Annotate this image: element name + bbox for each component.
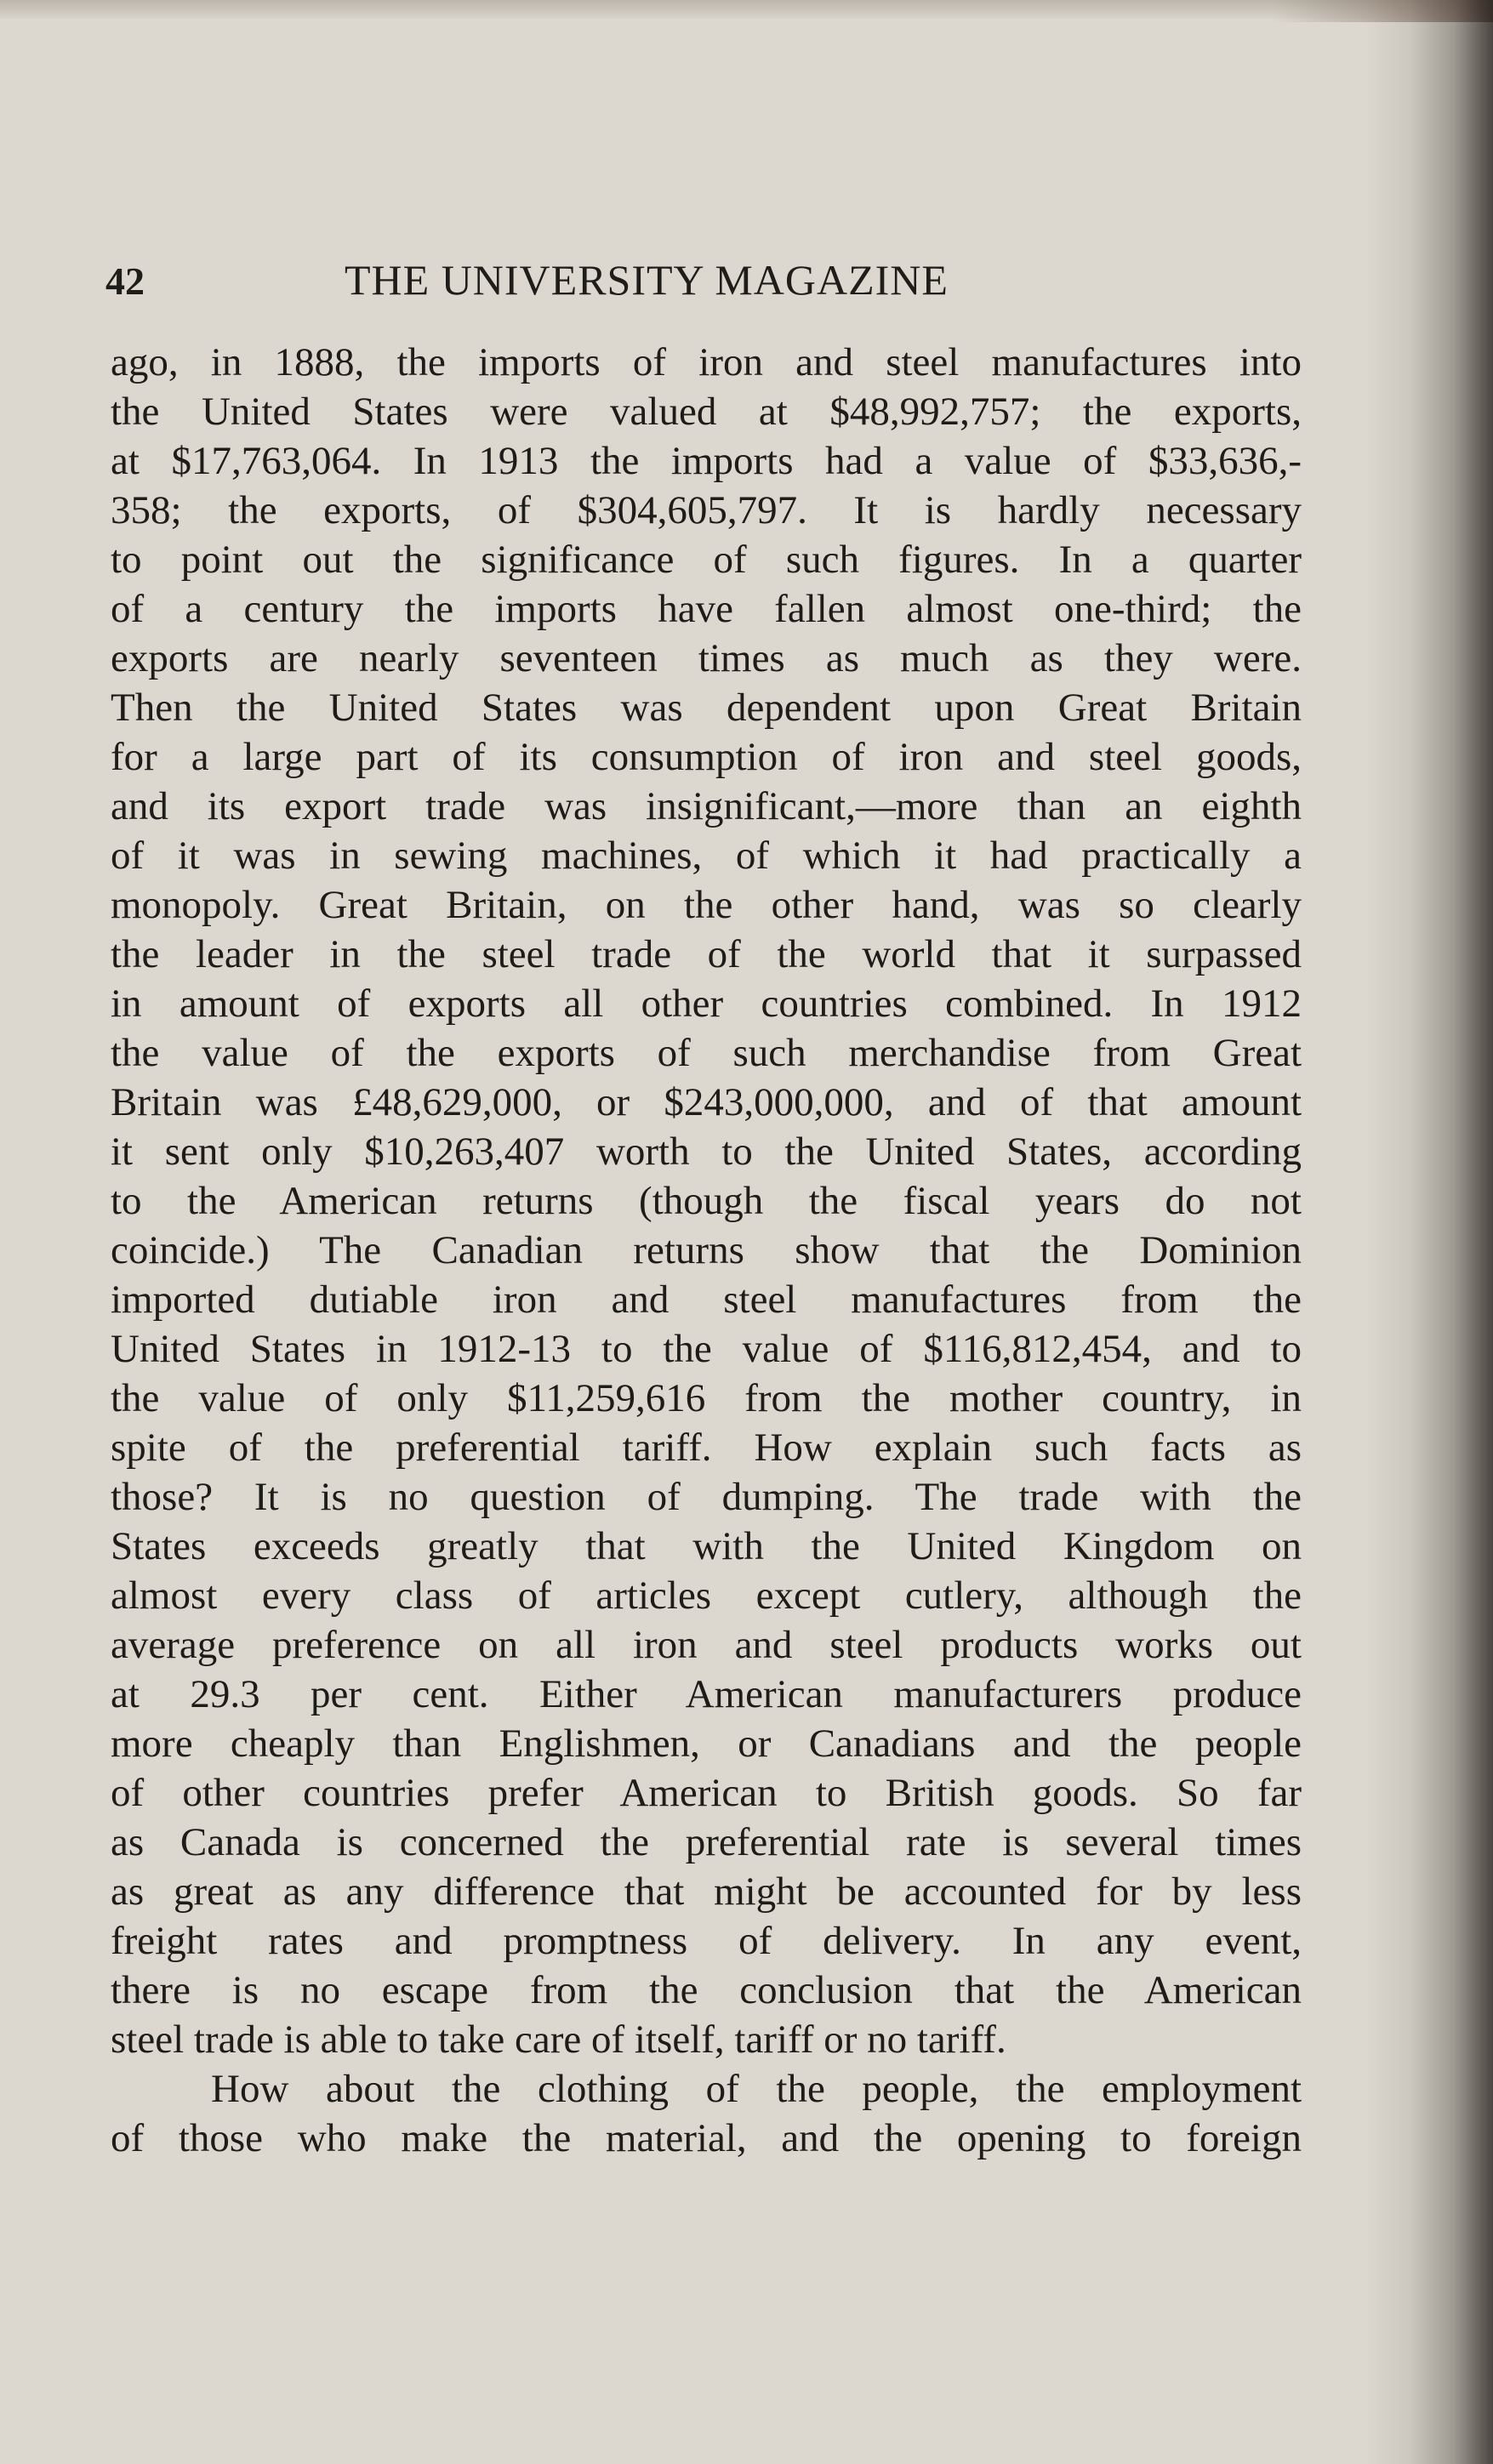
text-line: at $17,763,064. In 1913 the imports had a value of $33,636,- — [111, 439, 1302, 483]
text-line: more cheaply than Englishmen, or Canadians and the people — [111, 1721, 1302, 1766]
text-line: ago, in 1888, the imports of iron and steel manufactures into — [111, 340, 1302, 384]
text-line: exports are nearly seventeen times as much as they were. — [111, 636, 1302, 680]
body-text — [111, 338, 1302, 2163]
text-line: it sent only $10,263,407 worth to the United States, according — [111, 1130, 1302, 1174]
text-line: the United States were valued at $48,992,757; the exports, — [111, 390, 1302, 434]
text-line: the leader in the steel trade of the world that it surpassed — [111, 932, 1302, 976]
text-line: imported dutiable iron and steel manufactures from the — [111, 1278, 1302, 1322]
text-line: coincide.) The Canadian returns show that the Dominion — [111, 1228, 1302, 1272]
page-top-edge — [0, 0, 1493, 19]
text-line: States exceeds greatly that with the United Kingdom on — [111, 1524, 1302, 1568]
text-line: to point out the significance of such figures. In a quarter — [111, 538, 1302, 582]
text-line: and its export trade was insignificant,—more than an eighth — [111, 784, 1302, 828]
text-line: of other countries prefer American to British goods. So far — [111, 1771, 1302, 1815]
text-line: of it was in sewing machines, of which it had practically a — [111, 834, 1302, 878]
text-line: spite of the preferential tariff. How explain such facts as — [111, 1425, 1302, 1470]
page-header — [102, 255, 1319, 308]
running-title: THE UNIVERSITY MAGAZINE — [345, 256, 949, 304]
text-line: in amount of exports all other countries combined. In 1912 — [111, 982, 1302, 1026]
text-line: 358; the exports, of $304,605,797. It is hardly necessary — [111, 488, 1302, 532]
text-line: almost every class of articles except cutlery, although the — [111, 1573, 1302, 1618]
paragraph-end-line: steel trade is able to take care of itself, tariff or no tariff. — [111, 2017, 1006, 2062]
text-line: of a century the imports have fallen almost one-third; the — [111, 587, 1302, 631]
text-line: average preference on all iron and steel products works out — [111, 1623, 1302, 1667]
binding-shadow — [1365, 0, 1493, 2464]
text-line: those? It is no question of dumping. The trade with the — [111, 1475, 1302, 1519]
text-line: monopoly. Great Britain, on the other hand, was so clearly — [111, 883, 1302, 927]
paragraph-start-line: How about the clothing of the people, the employment — [211, 2067, 1302, 2111]
text-line: of those who make the material, and the opening to foreign — [111, 2116, 1302, 2160]
text-line: there is no escape from the conclusion that the American — [111, 1968, 1302, 2012]
text-line: United States in 1912-13 to the value of $116,812,454, and to — [111, 1327, 1302, 1371]
text-line: as Canada is concerned the preferential rate is several times — [111, 1820, 1302, 1864]
text-line: as great as any difference that might be accounted for by less — [111, 1869, 1302, 1914]
text-line: to the American returns (though the fiscal years do not — [111, 1179, 1302, 1223]
text-line: Britain was £48,629,000, or $243,000,000, and of that amount — [111, 1080, 1302, 1124]
text-line: for a large part of its consumption of iron and steel goods, — [111, 735, 1302, 779]
text-line: at 29.3 per cent. Either American manufacturers produce — [111, 1672, 1302, 1716]
page-number: 42 — [105, 259, 145, 303]
text-line: freight rates and promptness of delivery. In any event, — [111, 1919, 1302, 1963]
text-line: the value of only $11,259,616 from the mother country, in — [111, 1376, 1302, 1420]
text-line: the value of the exports of such merchandise from Great — [111, 1031, 1302, 1075]
text-line: Then the United States was dependent upon Great Britain — [111, 686, 1302, 730]
